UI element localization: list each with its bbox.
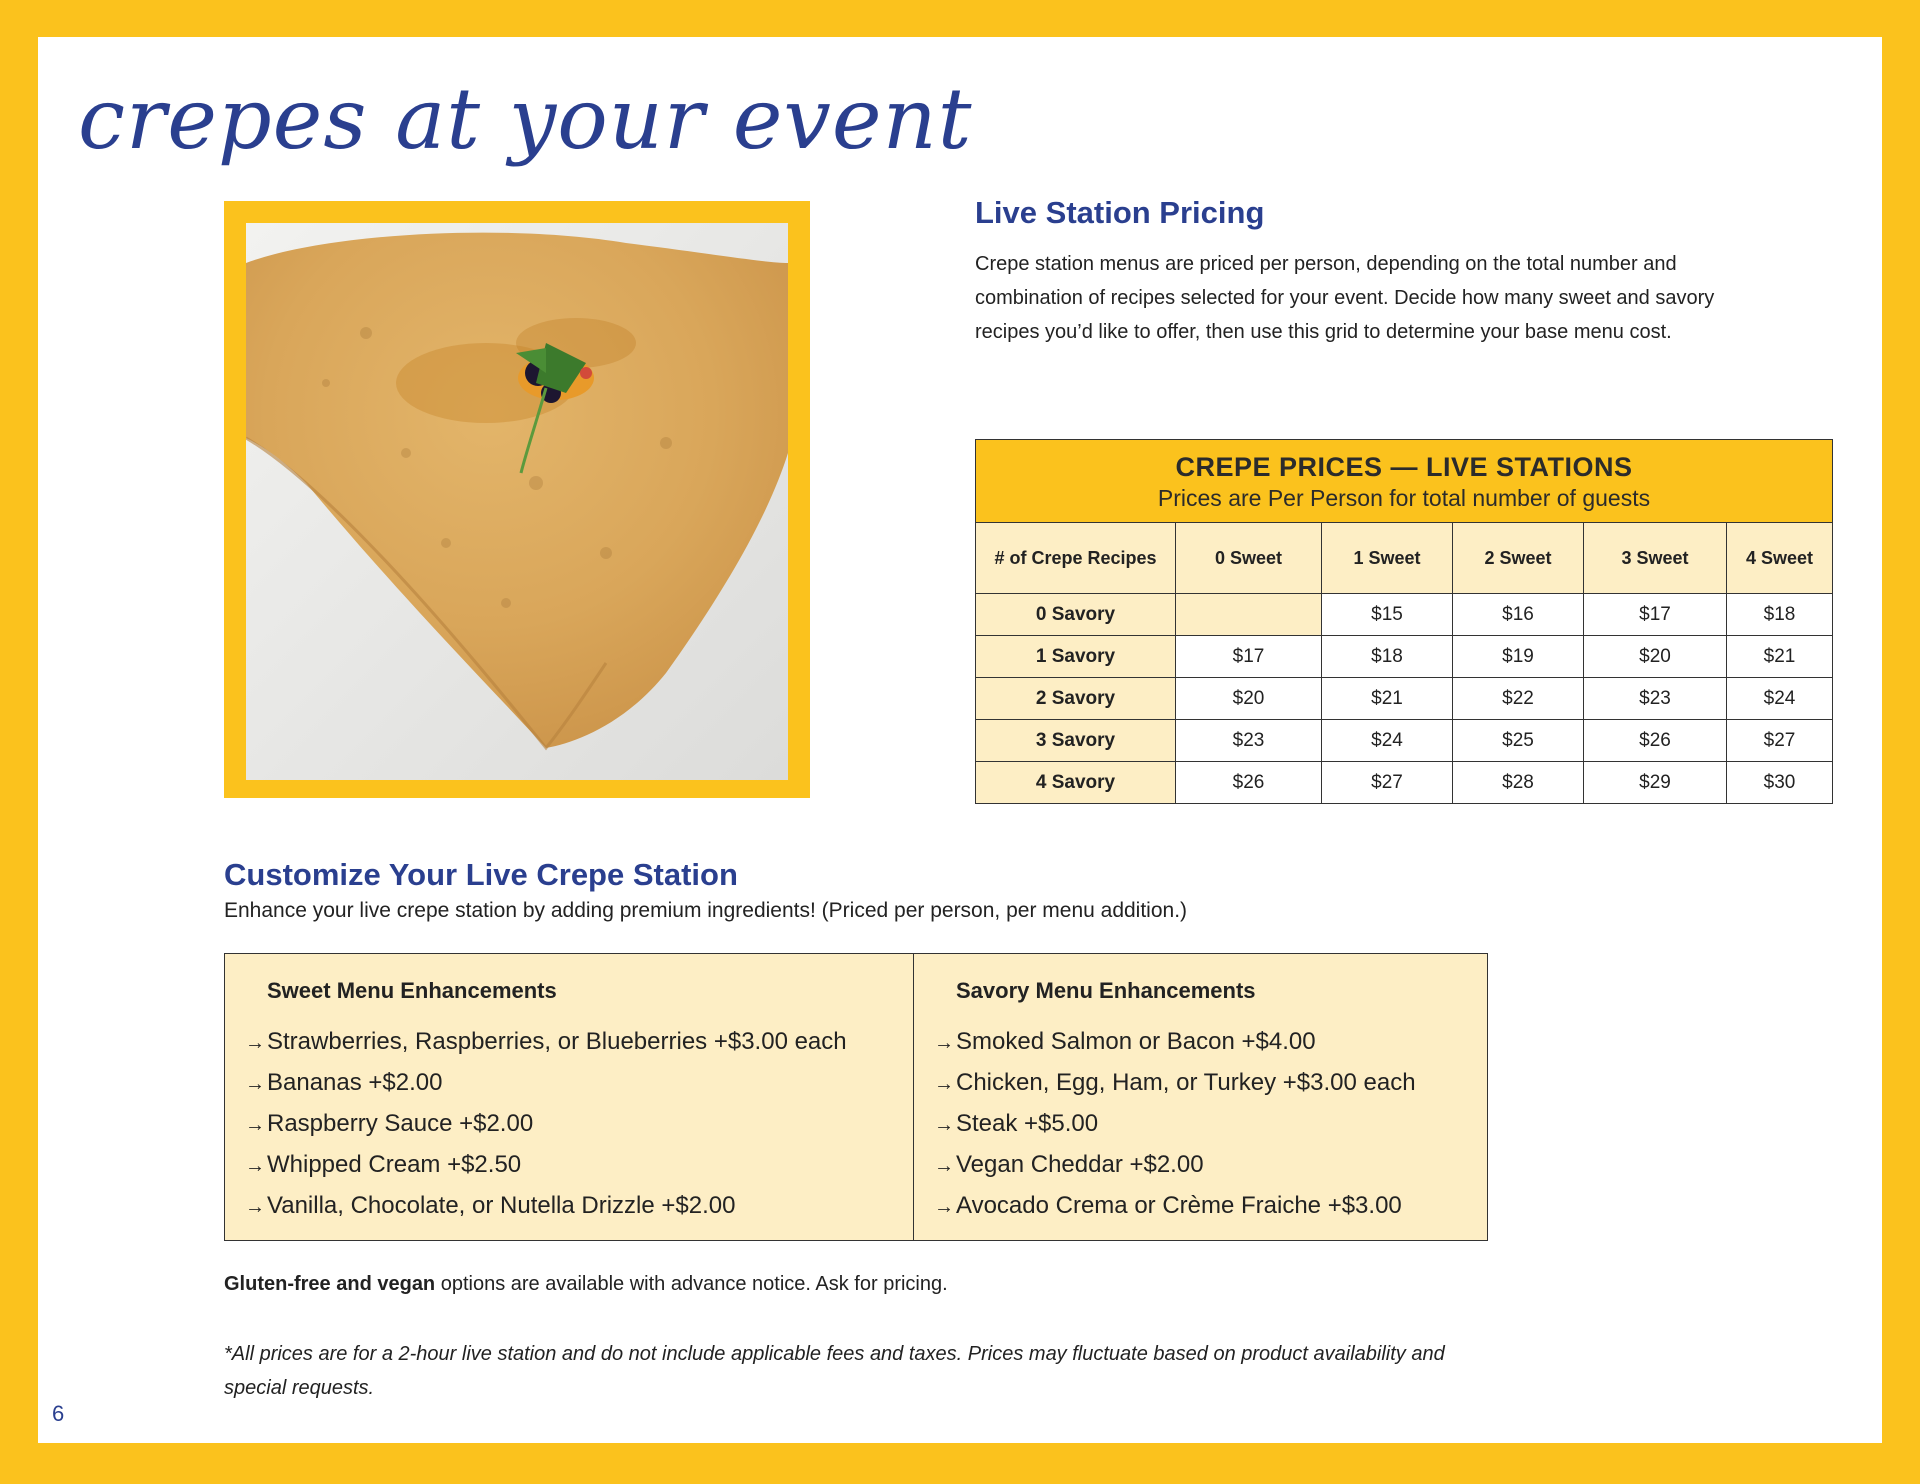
price-cell: $22	[1453, 678, 1584, 720]
list-item	[245, 1104, 913, 1145]
live-station-description: Crepe station menus are priced per person, depending on the total number and combination of recipes selected for your event. Decide how many sweet and savory recipes you’d like to offer, then use this grid to determine your base menu cost.	[975, 253, 1715, 343]
arrow-icon: →	[934, 1155, 954, 1177]
price-cell: $29	[1584, 762, 1727, 804]
list-item-label: Vegan Cheddar +$2.00	[956, 1151, 1204, 1178]
table-row	[976, 720, 1833, 762]
price-grid	[975, 522, 1833, 804]
list-item	[934, 1104, 1487, 1145]
photo-frame	[224, 201, 810, 798]
column-header: 2 Sweet	[1453, 523, 1584, 594]
price-table-header	[975, 439, 1833, 522]
enhancements-box	[224, 953, 1488, 1241]
column-header: 3 Sweet	[1584, 523, 1727, 594]
list-item-label: Avocado Crema or Crème Fraiche +$3.00	[956, 1192, 1402, 1219]
list-item-label: Whipped Cream +$2.50	[267, 1151, 522, 1178]
row-header: 0 Savory	[976, 594, 1176, 636]
menu-page	[38, 37, 1882, 1443]
savory-enhancements-title: Savory Menu Enhancements	[956, 978, 1256, 1003]
price-cell: $23	[1176, 720, 1322, 762]
arrow-icon: →	[245, 1073, 265, 1095]
arrow-icon: →	[934, 1073, 954, 1095]
price-cell: $24	[1322, 720, 1453, 762]
list-item-label: Smoked Salmon or Bacon +$4.00	[956, 1028, 1316, 1055]
price-cell: $27	[1727, 720, 1833, 762]
price-cell: $20	[1176, 678, 1322, 720]
price-cell: $28	[1453, 762, 1584, 804]
column-header: # of Crepe Recipes	[976, 523, 1176, 594]
arrow-icon: →	[934, 1032, 954, 1054]
list-item-label: Vanilla, Chocolate, or Nutella Drizzle +$2.00	[267, 1192, 736, 1219]
price-cell: $26	[1584, 720, 1727, 762]
customize-description: Enhance your live crepe station by adding premium ingredients! (Priced per person, per menu addition.)	[224, 899, 1188, 922]
price-cell: $26	[1176, 762, 1322, 804]
arrow-icon: →	[934, 1114, 954, 1136]
table-row	[976, 636, 1833, 678]
price-cell: $19	[1453, 636, 1584, 678]
price-table	[975, 439, 1833, 804]
pricing-disclaimer: *All prices are for a 2-hour live station and do not include applicable fees and taxes. Prices may fluctuate based on product availability and special requests.	[224, 1343, 1445, 1399]
price-cell: $25	[1453, 720, 1584, 762]
script-title: crepes at your event	[78, 70, 973, 168]
price-cell: $21	[1322, 678, 1453, 720]
list-item	[934, 1063, 1487, 1104]
price-table-subtitle: Prices are Per Person for total number of guests	[1157, 485, 1651, 511]
list-item-label: Steak +$5.00	[956, 1110, 1099, 1137]
row-header: 2 Savory	[976, 678, 1176, 720]
table-row	[976, 678, 1833, 720]
table-row	[976, 762, 1833, 804]
sweet-enhancements-title: Sweet Menu Enhancements	[267, 978, 557, 1003]
arrow-icon: →	[245, 1114, 265, 1136]
price-cell: $23	[1584, 678, 1727, 720]
price-cell: $17	[1584, 594, 1727, 636]
price-cell: $15	[1322, 594, 1453, 636]
list-item-label: Raspberry Sauce +$2.00	[267, 1110, 534, 1137]
arrow-icon: →	[245, 1196, 265, 1218]
price-grid-header-row	[976, 523, 1833, 594]
list-item	[245, 1063, 913, 1104]
gluten-free-note	[224, 1273, 948, 1296]
price-cell: $18	[1322, 636, 1453, 678]
list-item-label: Chicken, Egg, Ham, or Turkey +$3.00 each	[956, 1069, 1416, 1096]
column-header: 4 Sweet	[1727, 523, 1833, 594]
arrow-icon: →	[934, 1196, 954, 1218]
sweet-enhancements-list	[245, 1022, 913, 1227]
row-header: 3 Savory	[976, 720, 1176, 762]
page-number: 6	[52, 1401, 65, 1426]
crepe-illustration	[246, 223, 788, 780]
row-header: 4 Savory	[976, 762, 1176, 804]
list-item	[245, 1022, 913, 1063]
list-item	[934, 1022, 1487, 1063]
price-cell: $30	[1727, 762, 1833, 804]
row-header: 1 Savory	[976, 636, 1176, 678]
crepe-photo	[246, 223, 788, 780]
price-cell: $20	[1584, 636, 1727, 678]
price-cell: $21	[1727, 636, 1833, 678]
gluten-free-note-bold: Gluten-free and vegan	[224, 1273, 436, 1295]
price-table-title: CREPE PRICES — LIVE STATIONS	[1175, 452, 1633, 482]
savory-enhancements-list	[934, 1022, 1487, 1227]
list-item-label: Strawberries, Raspberries, or Blueberries +$3.00 each	[267, 1028, 847, 1055]
price-cell	[1176, 594, 1322, 636]
price-cell: $16	[1453, 594, 1584, 636]
column-header: 1 Sweet	[1322, 523, 1453, 594]
price-cell: $24	[1727, 678, 1833, 720]
table-row	[976, 594, 1833, 636]
list-item	[245, 1145, 913, 1186]
arrow-icon: →	[245, 1032, 265, 1054]
gluten-free-note-text: options are available with advance notice. Ask for pricing.	[435, 1273, 948, 1295]
list-item	[934, 1145, 1487, 1186]
column-header: 0 Sweet	[1176, 523, 1322, 594]
list-item	[934, 1186, 1487, 1227]
customize-heading: Customize Your Live Crepe Station	[224, 857, 738, 892]
price-cell: $27	[1322, 762, 1453, 804]
sweet-enhancements	[225, 954, 914, 1240]
arrow-icon: →	[245, 1155, 265, 1177]
savory-enhancements	[914, 954, 1487, 1240]
list-item	[245, 1186, 913, 1227]
live-station-heading: Live Station Pricing	[975, 195, 1265, 230]
list-item-label: Bananas +$2.00	[267, 1069, 443, 1096]
price-cell: $18	[1727, 594, 1833, 636]
price-cell: $17	[1176, 636, 1322, 678]
